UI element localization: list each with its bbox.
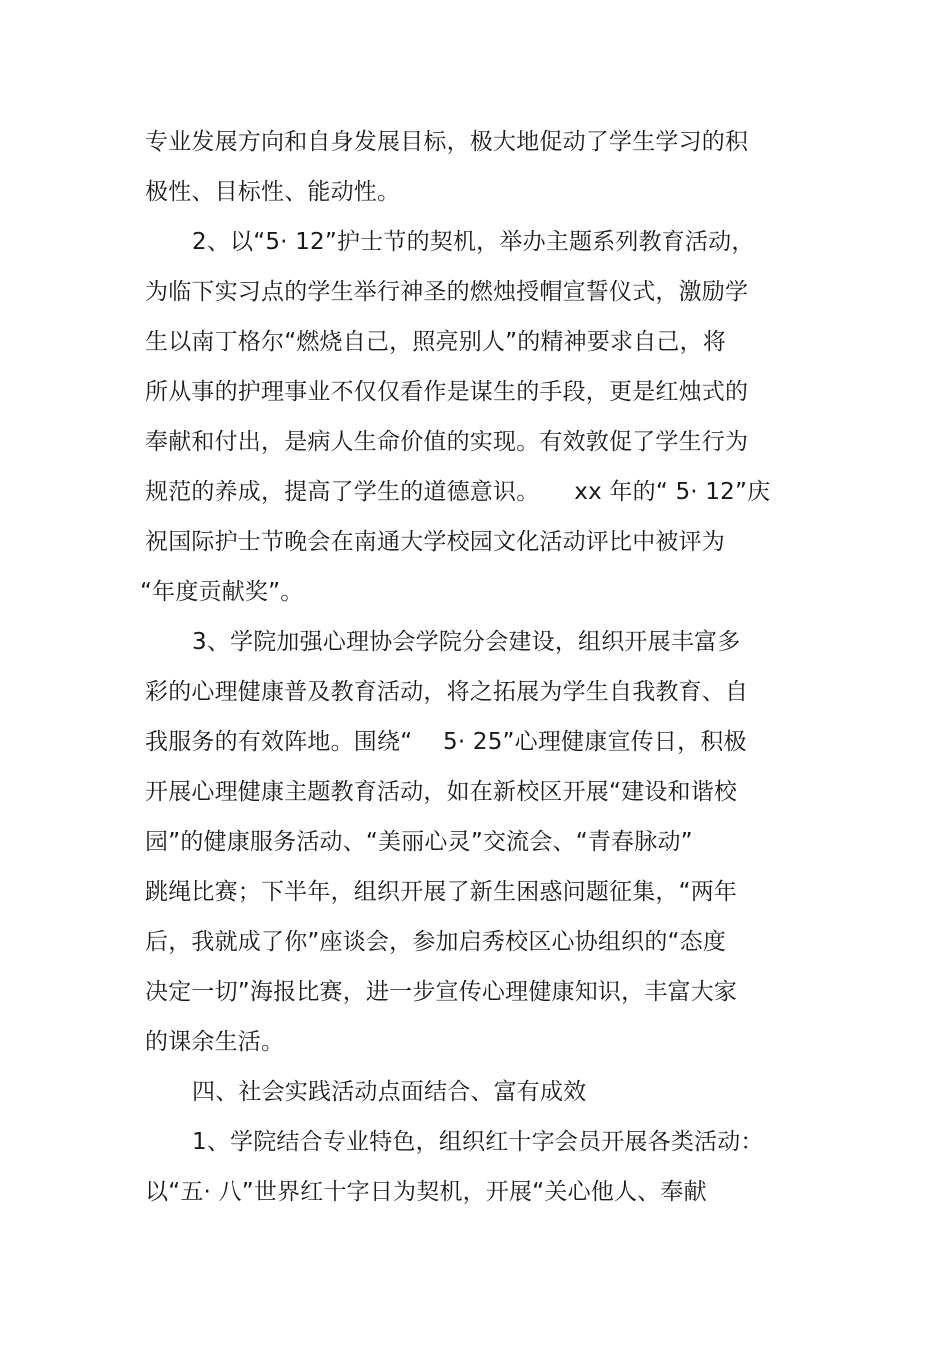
text-line: 决定一切”海报比赛，进一步宣传心理健康知识，丰富大家 [145, 979, 738, 1005]
paragraph-start-line: 1、学院结合专业特色，组织红十字会员开展各类活动： [192, 1129, 764, 1155]
section-heading: 四、社会实践活动点面结合、富有成效 [192, 1079, 587, 1105]
text-line: “年度贡献奖”。 [140, 579, 304, 605]
text-line: 生以南丁格尔“燃烧自己，照亮别人”的精神要求自己，将 [145, 329, 727, 355]
paragraph-start-line: 3、学院加强心理协会学院分会建设，组织开展丰富多 [192, 629, 741, 655]
text-line: 跳绳比赛；下半年，组织开展了新生困惑问题征集，“两年 [145, 879, 738, 905]
text-line: 奉献和付出，是病人生命价值的实现。有效敦促了学生行为 [145, 429, 749, 455]
text-line: 极性、目标性、能动性。 [145, 179, 401, 205]
text-line: 为临下实习点的学生举行神圣的燃烛授帽宣誓仪式，激励学 [145, 279, 749, 305]
text-line: 园”的健康服务活动、“美丽心灵”交流会、“青春脉动” [145, 829, 693, 855]
text-line: 专业发展方向和自身发展目标，极大地促动了学生学习的积 [145, 129, 749, 155]
text-line: 以“五· 八”世界红十字日为契机，开展“关心他人、奉献 [145, 1179, 707, 1205]
text-line: 彩的心理健康普及教育活动，将之拓展为学生自我教育、自 [145, 679, 749, 705]
text-line: 后，我就成了你”座谈会，参加启秀校区心协组织的“态度 [145, 929, 727, 955]
text-line: 的课余生活。 [145, 1029, 285, 1055]
text-line: 所从事的护理事业不仅仅看作是谋生的手段，更是红烛式的 [145, 379, 749, 405]
text-line: 祝国际护士节晚会在南通大学校园文化活动评比中被评为 [145, 529, 725, 555]
text-line: 开展心理健康主题教育活动，如在新校区开展“建设和谐校 [145, 779, 738, 805]
text-line: 规范的养成，提高了学生的道德意识。 xx 年的“ 5· 12”庆 [145, 479, 771, 505]
paragraph-start-line: 2、以“5· 12”护士节的契机，举办主题系列教育活动， [192, 229, 755, 255]
text-line: 我服务的有效阵地。围绕“ 5· 25”心理健康宣传日，积极 [145, 729, 747, 755]
